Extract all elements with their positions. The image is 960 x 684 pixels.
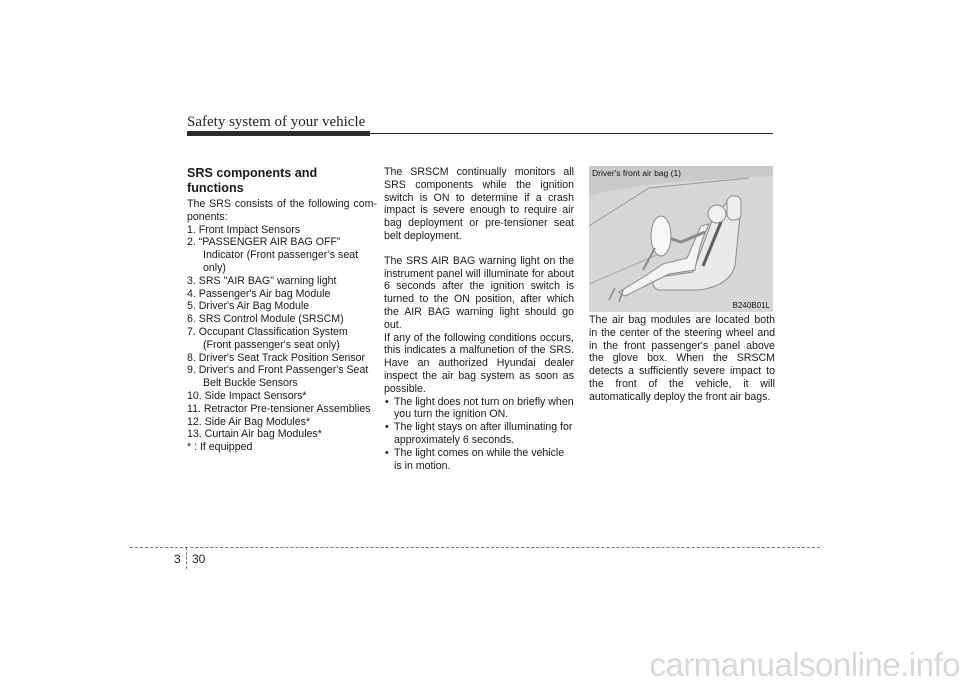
list-item: 6. SRS Control Module (SRSCM) — [187, 313, 344, 326]
list-item: 7. Occupant Classification System (Front passenger's seat only) — [187, 325, 348, 351]
monitoring-column — [384, 166, 574, 472]
header-title: Safety system of your vehicle — [187, 114, 366, 130]
figure-code: B240B01L — [732, 301, 770, 310]
list-item: 10. Side Impact Sensors* — [187, 389, 307, 402]
airbag-figure — [589, 166, 773, 312]
list-item: 2. “PASSENGER AIR BAG OFF” Indicator (Front passenger’s seat only) — [187, 236, 359, 274]
paragraph: The air bag modules are located both in the center of the steering wheel and in the front passenger's panel above the glove box. When the SRSCM detects a sufficiently severe impact to the front of the vehicle, it will automatically deploy the front air bags. — [589, 314, 775, 403]
header-bar — [187, 131, 370, 136]
components-intro: The SRS consists of the following com-ponents: — [187, 198, 377, 223]
list-item: 5. Driver's Air Bag Module — [187, 300, 310, 313]
footer-divider — [186, 547, 187, 569]
list-item: 11. Retractor Pre-tensioner Assemblies — [187, 402, 371, 415]
list-item: 8. Driver's Seat Track Position Sensor — [187, 351, 366, 364]
list-item: 3. SRS "AIR BAG" warning light — [187, 274, 337, 287]
paragraph: The SRSCM continually monitors all SRS components while the ignition switch is ON to determine if a crash impact is severe enough to require air bag deployment or pre-tensioner seat belt deployment. — [384, 166, 574, 242]
list-item: 1. Front Impact Sensors — [187, 223, 301, 236]
watermark: carmanualsonline.info — [649, 646, 960, 683]
list-item: 4. Passenger's Air bag Module — [187, 287, 331, 300]
section-heading: SRS components and functions — [187, 166, 318, 195]
list-item: 13. Curtain Air bag Modules* — [187, 428, 322, 441]
components-list — [187, 224, 377, 454]
list-item: • The light stays on after illuminating for approximately 6 seconds. — [385, 421, 573, 446]
chapter-number: 3 — [174, 552, 181, 566]
condition-list — [384, 396, 574, 473]
list-item: 12. Side Air Bag Modules* — [187, 415, 311, 428]
driver-airbag-illustration — [589, 166, 773, 312]
footer-rule — [130, 547, 820, 548]
components-column — [187, 166, 377, 454]
airbag-location-column — [589, 314, 775, 404]
list-item: • The light comes on while the vehicle is in motion. — [385, 446, 565, 472]
header-rule — [370, 133, 773, 134]
paragraph: If any of the following conditions occurs, this indicates a malfunetion of the SRS. Have an authorized Hyundai dealer inspect the air bag system as soon as possible. — [384, 331, 574, 395]
footnote: * : If equipped — [187, 441, 253, 454]
figure-caption: Driver's front air bag (1) — [592, 168, 682, 178]
page-number: 30 — [192, 552, 206, 566]
paragraph: The SRS AIR BAG warning light on the instrument panel will illuminate for about 6 seconds after the ignition switch is turned to the ON position, after which the AIR BAG warning light should go out. — [384, 254, 574, 331]
list-item: • The light does not turn on briefly when you turn the ignition ON. — [385, 395, 574, 421]
list-item: 9. Driver's and Front Passenger's Seat Belt Buckle Sensors — [187, 364, 369, 390]
